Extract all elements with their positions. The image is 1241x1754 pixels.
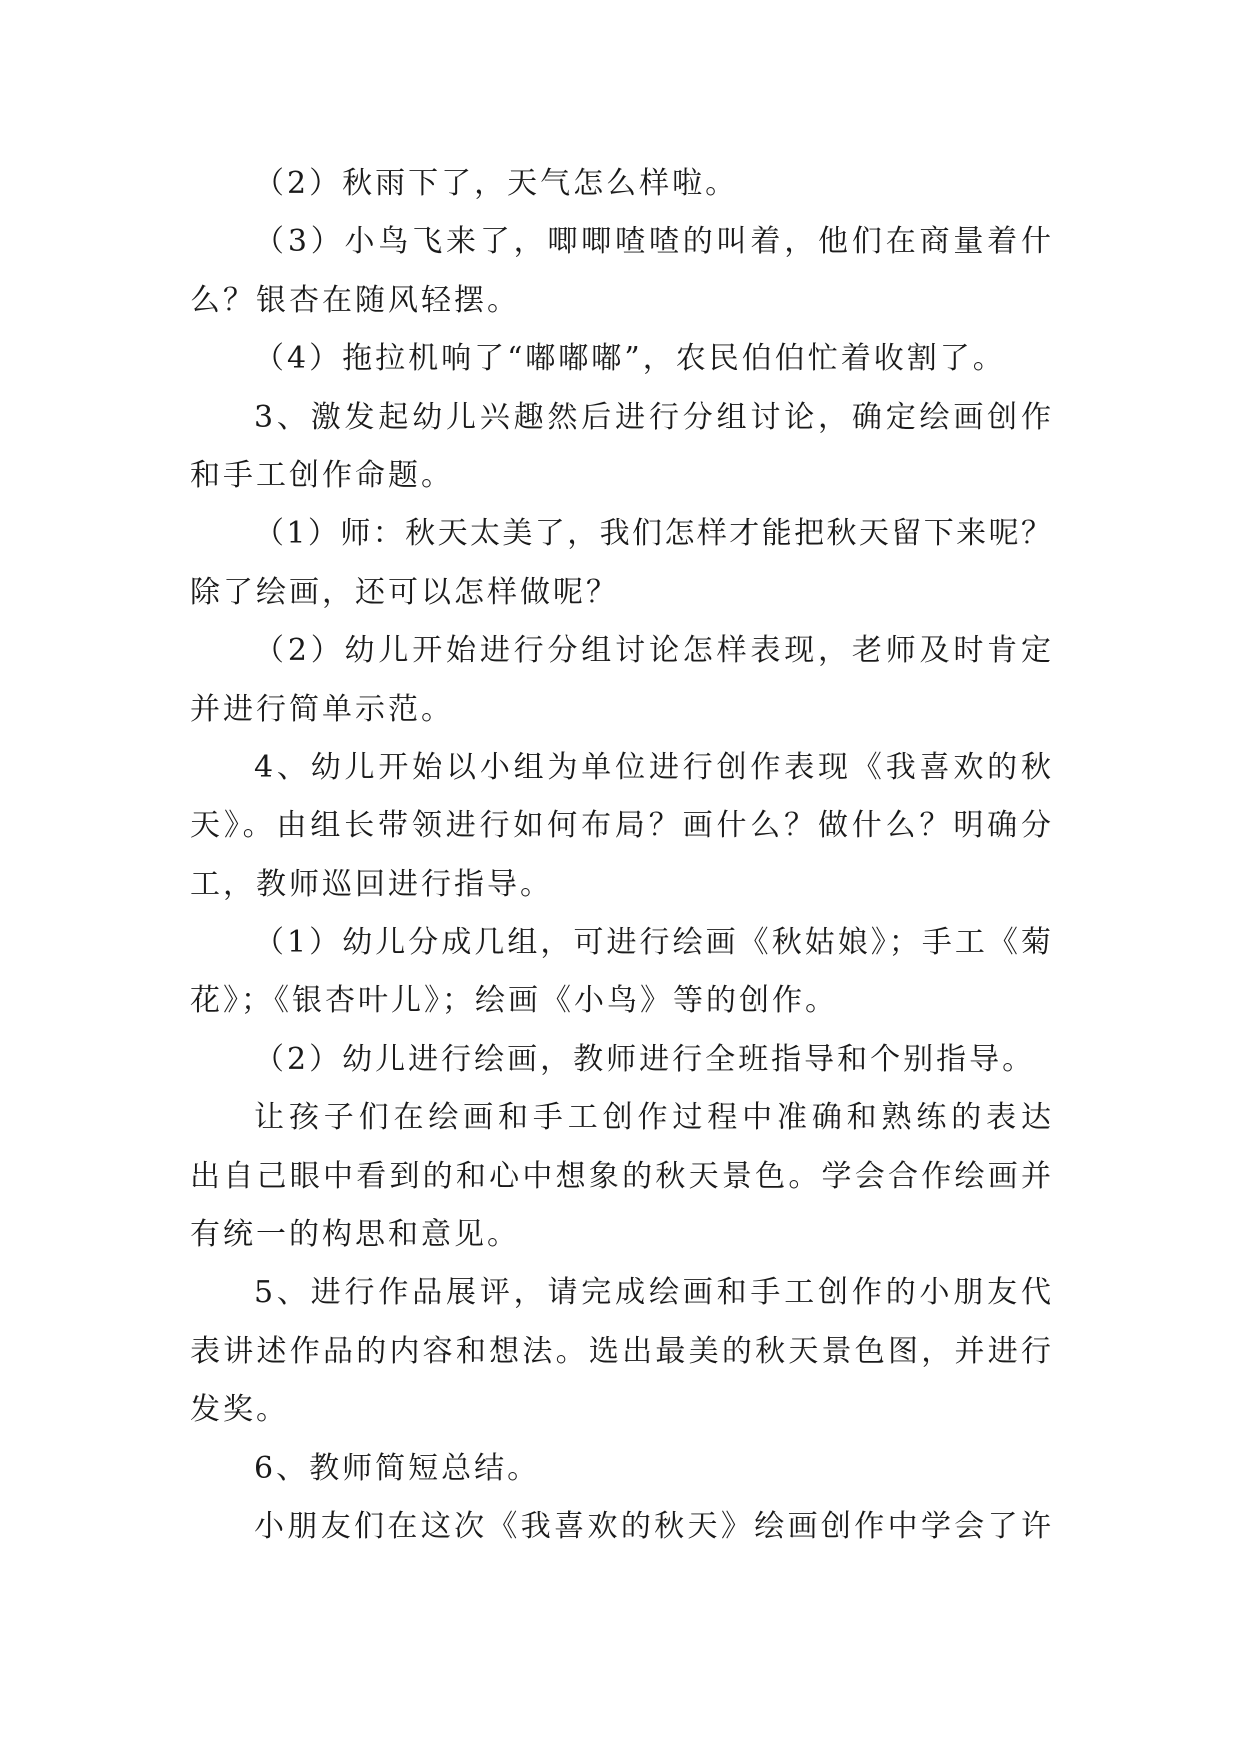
- paragraph: [190, 914, 1051, 1031]
- text-line: 和手工创作命题。: [190, 457, 454, 493]
- text-line: （3）小鸟飞来了，唧唧喳喳的叫着，他们在商量着什: [254, 224, 1051, 260]
- paragraph: [190, 1440, 1051, 1498]
- text-line: 花》；《银杏叶儿》；绘画《小鸟》等的创作。: [190, 983, 838, 1019]
- text-line: 让孩子们在绘画和手工创作过程中准确和熟练的表达: [254, 1100, 1051, 1136]
- text-line: 小朋友们在这次《我喜欢的秋天》绘画创作中学会了许: [254, 1508, 1051, 1544]
- text-line: （2）秋雨下了，天气怎么样啦。: [254, 166, 739, 201]
- text-line: 发奖。: [190, 1392, 289, 1428]
- paragraph: [190, 1498, 1051, 1556]
- text-line: （4）拖拉机响了“嘟嘟嘟”，农民伯伯忙着收割了。: [254, 341, 1006, 377]
- text-line: （1）师：秋天太美了，我们怎样才能把秋天留下来呢？: [254, 516, 1051, 552]
- text-line: 4、幼儿开始以小组为单位进行创作表现《我喜欢的秋: [254, 749, 1051, 785]
- text-line: 天》。由组长带领进行如何布局？画什么？做什么？明确分: [190, 808, 1051, 844]
- paragraph: [190, 505, 1051, 622]
- text-line: 6、教师简短总结。: [254, 1450, 541, 1486]
- text-line: 除了绘画，还可以怎样做呢？: [190, 574, 619, 610]
- paragraph: [190, 739, 1051, 914]
- paragraph: [190, 622, 1051, 739]
- paragraph: [190, 213, 1051, 330]
- paragraph: [190, 1264, 1051, 1439]
- text-line: （2）幼儿开始进行分组讨论怎样表现，老师及时肯定: [254, 633, 1051, 669]
- text-line: 并进行简单示范。: [190, 691, 454, 727]
- text-line: 工，教师巡回进行指导。: [190, 866, 553, 902]
- text-line: 3、激发起幼儿兴趣然后进行分组讨论，确定绘画创作: [254, 399, 1051, 435]
- body-text: [190, 155, 1051, 1556]
- text-line: 表讲述作品的内容和想法。选出最美的秋天景色图，并进行: [190, 1333, 1051, 1369]
- paragraph: [190, 155, 1051, 213]
- text-line: 有统一的构思和意见。: [190, 1217, 520, 1253]
- paragraph: [190, 389, 1051, 506]
- text-line: 5、进行作品展评，请完成绘画和手工创作的小朋友代: [254, 1275, 1051, 1311]
- text-line: 出自己眼中看到的和心中想象的秋天景色。学会合作绘画并: [190, 1158, 1051, 1194]
- paragraph: [190, 330, 1051, 388]
- text-line: 么？银杏在随风轻摆。: [190, 282, 520, 318]
- paragraph: [190, 1031, 1051, 1089]
- text-line: （2）幼儿进行绘画，教师进行全班指导和个别指导。: [254, 1041, 1036, 1077]
- text-line: （1）幼儿分成几组，可进行绘画《秋姑娘》；手工《菊: [254, 925, 1051, 961]
- paragraph: [190, 1089, 1051, 1264]
